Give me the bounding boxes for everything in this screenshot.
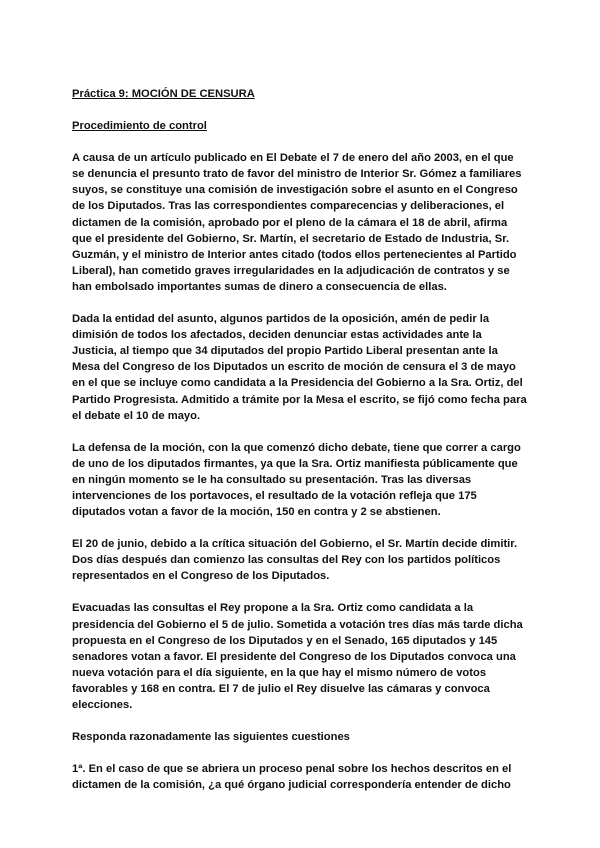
- paragraph-4: El 20 de junio, debido a la crítica situación del Gobierno, el Sr. Martín decide dimitir. Dos días después dan comienzo las consultas del Rey con los partidos políticos representados en el Congreso de los Diputados.: [72, 538, 518, 583]
- paragraph-3: La defensa de la moción, con la que comenzó dicho debate, tiene que correr a cargo de uno de los diputados firmantes, ya que la Sra. Ortiz manifiesta públicamente que en ningún momento se le ha consultado su presentación. Tras las diversas intervenciones de los portavoces, el resultado de la votación refleja que 175 diputados votan a favor de la moción, 150 en contra y 2 se abstienen.: [72, 441, 521, 519]
- paragraph-1: A causa de un artículo publicado en El Debate el 7 de enero del año 2003, en el que se denuncia el presunto trato de favor del ministro de Interior Sr. Gómez a familiares suyos, se constituye una comisión de investigación sobre el asunto en el Congreso de los Diputados. Tras las correspondientes comparecencias y deliberaciones, el dictamen de la comisión, aprobado por el pleno de la cámara el 18 de abril, afirma que el presidente del Gobierno, Sr. Martín, el secretario de Estado de Industria, Sr. Guzmán, y el ministro de Interior antes citado (todos ellos pertenecientes al Partido Liberal), han cometido graves irregularidades en la adjudicación de contratos y se han embolsado importantes sumas de dinero a consecuencia de ellas.: [72, 152, 522, 293]
- question-1: 1ª. En el caso de que se abriera un proceso penal sobre los hechos descritos en el dictamen de la comisión, ¿a qué órgano judicial correspondería entender de dicho: [72, 763, 512, 792]
- paragraph-5: Evacuadas las consultas el Rey propone a la Sra. Ortiz como candidata a la presidencia del Gobierno el 5 de julio. Sometida a votación tres días más tarde dicha propuesta en el Congreso de los Diputados y en el Senado, 165 diputados y 145 senadores votan a favor. El presidente del Congreso de los Diputados convoca una nueva votación para el día siguiente, en la que hay el mismo número de votos favorables y 168 en contra. El 7 de julio el Rey disuelve las cámaras y convoca elecciones.: [72, 602, 523, 711]
- document-content: [72, 86, 528, 809]
- section-subtitle: Procedimiento de control: [72, 120, 207, 133]
- instructions: Responda razonadamente las siguientes cuestiones: [72, 731, 350, 744]
- paragraph-2: Dada la entidad del asunto, algunos partidos de la oposición, amén de pedir la dimisión de todos los afectados, deciden denunciar estas actividades ante la Justicia, al tiempo que 34 diputados del propio Partido Liberal presentan ante la Mesa del Congreso de los Diputados un escrito de moción de censura el 3 de mayo en el que se incluye como candidata a la Presidencia del Gobierno a la Sra. Ortiz, del Partido Progresista. Admitido a trámite por la Mesa el escrito, se fijó como fecha para el debate el 10 de mayo.: [72, 313, 527, 422]
- page-title: Práctica 9: MOCIÓN DE CENSURA: [72, 88, 255, 100]
